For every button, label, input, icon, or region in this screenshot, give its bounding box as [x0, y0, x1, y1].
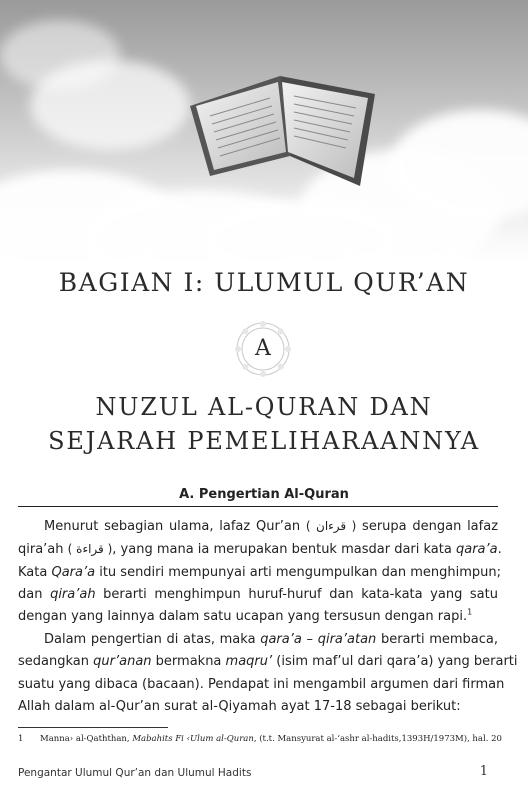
- footer-book-title: Pengantar Ulumul Qur’an dan Ulumul Hadits: [18, 767, 252, 779]
- paragraph-line: Dalam pengertian di atas, maka qara’a – qira’atan berarti membaca,: [44, 632, 499, 647]
- paragraph-line: suatu yang dibaca (bacaan). Pendapat ini mengambil argumen dari firman: [18, 676, 505, 692]
- footnote: 1 Manna› al-Qaththan, Mabahits Fi ‹Ulum al-Quran, (t.t. Mansyurat al-‘ashr al-hadits,1393H/1973M), hal. 20: [18, 734, 502, 744]
- paragraph-line: Allah dalam al-Qur’an surat al-Qiyamah ayat 17-18 sebagai berikut:: [18, 698, 461, 714]
- chapter-title: [0, 390, 528, 458]
- badge-letter: A: [255, 336, 271, 361]
- paragraph-line: Kata Qara’a itu sendiri mempunyai arti mengumpulkan dan menghimpun;: [18, 564, 502, 580]
- book-icon: [170, 36, 390, 196]
- section-badge: [234, 320, 292, 378]
- heading-rule: [18, 506, 498, 507]
- paragraph-line: qira’ah ( قراءة ), yang mana ia merupakan bentuk masdar dari kata qara’a.: [18, 542, 502, 558]
- paragraph-line: dengan yang lainnya dalam satu ucapan yang tersusun dengan rapi.$^1$: [18, 607, 473, 625]
- chapter-title-line2: SEJARAH PEMELIHARAANNYA: [48, 427, 480, 455]
- section-heading: A. Pengertian Al-Quran: [179, 487, 349, 502]
- page-number: 1: [479, 764, 488, 779]
- paragraph-line: Menurut sebagian ulama, lafaz Qur’an ( قرءان ) serupa dengan lafaz: [44, 519, 499, 534]
- footnote-rule: [18, 727, 168, 728]
- paragraph-line: dan qira’ah berarti menghimpun huruf-huruf dan kata-kata yang satu: [18, 586, 498, 602]
- paragraph-1: [18, 515, 502, 628]
- header-image: [0, 0, 528, 262]
- part-title: BAGIAN I: ULUMUL QUR’AN: [58, 268, 470, 297]
- paragraph-line: sedangkan qur’anan bermakna maqru’ (isim maf’ul dari qara’a) yang berarti: [18, 654, 518, 670]
- paragraph-2: [18, 629, 518, 718]
- footnote-number: 1: [18, 734, 24, 744]
- chapter-title-line1: NUZUL AL-QURAN DAN: [95, 393, 433, 421]
- footnote-ref: 1: [467, 607, 473, 617]
